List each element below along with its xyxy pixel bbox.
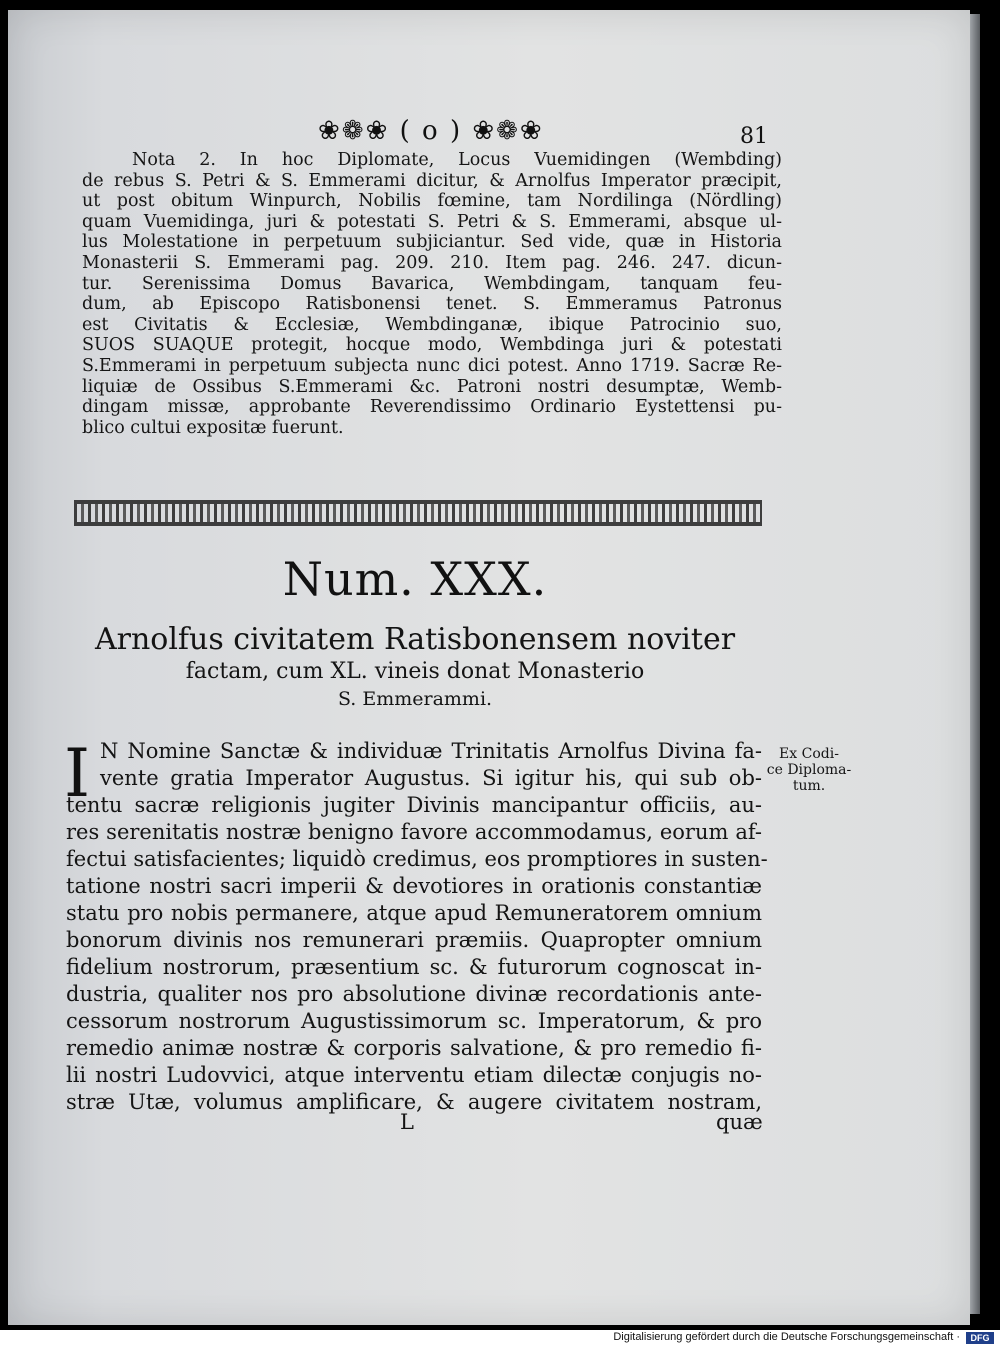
marginal-line-2: ce Diploma- bbox=[766, 762, 852, 778]
body-line: vente gratia Imperator Augustus. Si igitur his, qui sub ob- bbox=[100, 766, 762, 790]
body-line: dustria, qualiter nos pro absolutione divinæ recordationis ante- bbox=[66, 982, 762, 1006]
note-line: ut post obitum Winpurch, Nobilis fœmine, tam Nordilinga (Nördling) bbox=[82, 191, 782, 212]
note-line: tur. Serenissima Domus Bavarica, Wembdingam, tanquam feu- bbox=[82, 273, 782, 294]
body-line: cessorum nostrorum Augustissimorum sc. Imperatorum, & pro bbox=[66, 1009, 762, 1033]
body-line: lii nostri Ludovvici, atque interventu etiam dilectæ conjugis no- bbox=[66, 1063, 762, 1087]
catchword: quæ bbox=[716, 1110, 763, 1134]
ornamental-divider bbox=[74, 500, 762, 526]
running-head: ❀❁❀ ( o ) ❀❁❀ bbox=[318, 116, 544, 146]
note-line: dingam missæ, approbante Reverendissimo Ordinario Eystettensi pu- bbox=[82, 397, 782, 418]
body-line: N Nomine Sanctæ & individuæ Trinitatis Arnolfus Divina fa- bbox=[100, 739, 762, 763]
body-line: res serenitatis nostræ benigno favore accommodamus, eorum af- bbox=[66, 820, 762, 844]
note-line: blico cultui expositæ fuerunt. bbox=[82, 417, 344, 438]
charter-text bbox=[64, 735, 768, 1116]
body-line: bonorum divinis nos remunerari præmiis. Quapropter omnium bbox=[66, 928, 762, 952]
marginal-line-3: tum. bbox=[792, 778, 826, 794]
body-line: remedio animæ nostræ & corporis salvatione, & pro remedio fi- bbox=[66, 1036, 762, 1060]
subtitle-line-2: factam, cum XL. vineis donat Monasterio bbox=[185, 659, 645, 684]
body-line: tentu sacræ religionis jugiter Divinis mancipantur officiis, au- bbox=[66, 793, 762, 817]
marginal-line-1: Ex Codi- bbox=[779, 746, 839, 762]
subtitle-line-3: S. Emmerammi. bbox=[337, 688, 493, 710]
drop-cap: I bbox=[64, 735, 91, 812]
note-line: est Civitatis & Ecclesiæ, Wembdinganæ, ibique Patrocinio suo, bbox=[82, 314, 782, 335]
note-line: de rebus S. Petri & S. Emmerami dicitur, & Arnolfus Imperator præcipit, bbox=[82, 170, 782, 191]
note-line: lus Molestatione in perpetuum subjiciantur. Sed vide, quæ in Historia bbox=[82, 232, 782, 253]
note-line: SUOS SUAQUE protegit, hocque modo, Wembdinga juri & potestati bbox=[82, 335, 782, 356]
page-edge bbox=[970, 14, 980, 1314]
note-line: Monasterii S. Emmerami pag. 209. 210. Item pag. 246. 247. dicun- bbox=[82, 252, 782, 273]
body-line: fectui satisfacientes; liquidò credimus, eos promptiores in susten- bbox=[66, 847, 768, 871]
body-line: tatione nostri sacri imperii & devotiores in orationis constantiæ bbox=[66, 874, 762, 898]
body-line: statu pro nobis permanere, atque apud Remuneratorem omnium bbox=[66, 901, 762, 925]
note-line: dum, ab Episcopo Ratisbonensi tenet. S. Emmeramus Patronus bbox=[82, 294, 782, 315]
body-line: fidelium nostrorum, præsentium sc. & futurorum cognoscat in- bbox=[66, 955, 762, 979]
note-line: liquiæ de Ossibus S.Emmerami &c. Patroni nostri desumptæ, Wemb- bbox=[82, 376, 782, 397]
note-line: Nota 2. In hoc Diplomate, Locus Vuemidingen (Wembding) bbox=[132, 150, 782, 170]
footer-bar bbox=[0, 1330, 1000, 1347]
signature-mark: L bbox=[400, 1110, 414, 1134]
dfg-logo: DFG bbox=[966, 1332, 994, 1344]
body-line: stræ Utæ, volumus amplificare, & augere civitatem nostram, bbox=[66, 1090, 762, 1114]
marginal-note bbox=[764, 746, 854, 794]
section-title: Num. XXX. bbox=[282, 552, 548, 606]
page-number: 81 bbox=[740, 124, 768, 149]
footer-credit: Digitalisierung gefördert durch die Deutsche Forschungsgemeinschaft · bbox=[613, 1331, 960, 1343]
note-paragraph bbox=[82, 150, 782, 438]
section-subtitle bbox=[60, 622, 770, 712]
note-line: quam Vuemidinga, juri & potestati S. Petri & S. Emmerami, absque ul- bbox=[82, 211, 782, 232]
subtitle-line-1: Arnolfus civitatem Ratisbonensem noviter bbox=[94, 622, 736, 657]
note-line: S.Emmerami in perpetuum subjecta nunc dici potest. Anno 1719. Sacræ Re- bbox=[82, 355, 782, 376]
